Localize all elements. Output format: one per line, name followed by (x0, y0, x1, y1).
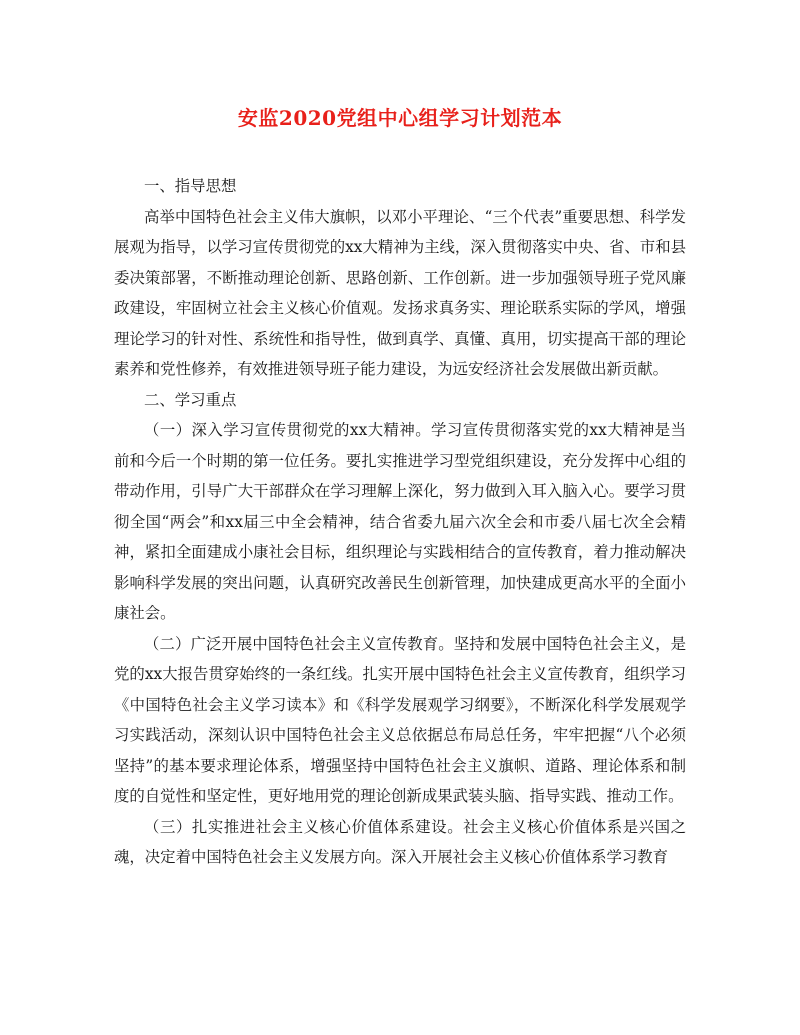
paragraph-study-focus-1: （一）深入学习宣传贯彻党的xx大精神。学习宣传贯彻落实党的xx大精神是当前和今后一个时期的第一位任务。要扎实推进学习型党组织建设，充分发挥中心组的带动作用，引导广大干部群众在学习理解上深化，努力做到入耳入脑入心。要学习贯彻全国“两会”和xx届三中全会精神，结合省委九届六次全会和市委八届七次全会精神，紧扣全面建成小康社会目标，组织理论与实践相结合的宣传教育，着力推动解决影响科学发展的突出问题，认真研究改善民生创新管理，加快建成更高水平的全面小康社会。 (114, 421, 686, 622)
paragraph-guiding-ideology: 高举中国特色社会主义伟大旗帜，以邓小平理论、“三个代表”重要思想、科学发展观为指导，以学习宣传贯彻党的xx大精神为主线，深入贯彻落实中央、省、市和县委决策部署，不断推动理论创新、思路创新、工作创新。进一步加强领导班子党风廉政建设，牢固树立社会主义核心价值观。发扬求真务实、理论联系实际的学风，增强理论学习的针对性、系统性和指导性，做到真学、真懂、真用，切实提高干部的理论素养和党性修养，有效推进领导班子能力建设，为远安经济社会发展做出新贡献。 (114, 207, 686, 378)
paragraph-study-focus-3: （三）扎实推进社会主义核心价值体系建设。社会主义核心价值体系是兴国之魂，决定着中国特色社会主义发展方向。深入开展社会主义核心价值体系学习教育 (114, 817, 686, 866)
paragraph-study-focus-2: （二）广泛开展中国特色社会主义宣传教育。坚持和发展中国特色社会主义，是党的xx大报告贯穿始终的一条红线。扎实开展中国特色社会主义宣传教育，组织学习《中国特色社会主义学习读本》和《科学发展观学习纲要》，不断深化科学发展观学习实践活动，深刻认识中国特色社会主义总依据总布局总任务，牢牢把握“八个必须坚持”的基本要求理论体系，增强坚持中国特色社会主义旗帜、道路、理论体系和制度的自觉性和坚定性，更好地用党的理论创新成果武装头脑、指导实践、推动工作。 (114, 634, 686, 805)
document-title: 安监2020党组中心组学习计划范本 (237, 106, 563, 130)
document-body (114, 171, 686, 873)
section-heading-guiding-ideology: 一、指导思想 (144, 177, 237, 195)
section-heading-study-focus: 二、学习重点 (144, 390, 237, 409)
